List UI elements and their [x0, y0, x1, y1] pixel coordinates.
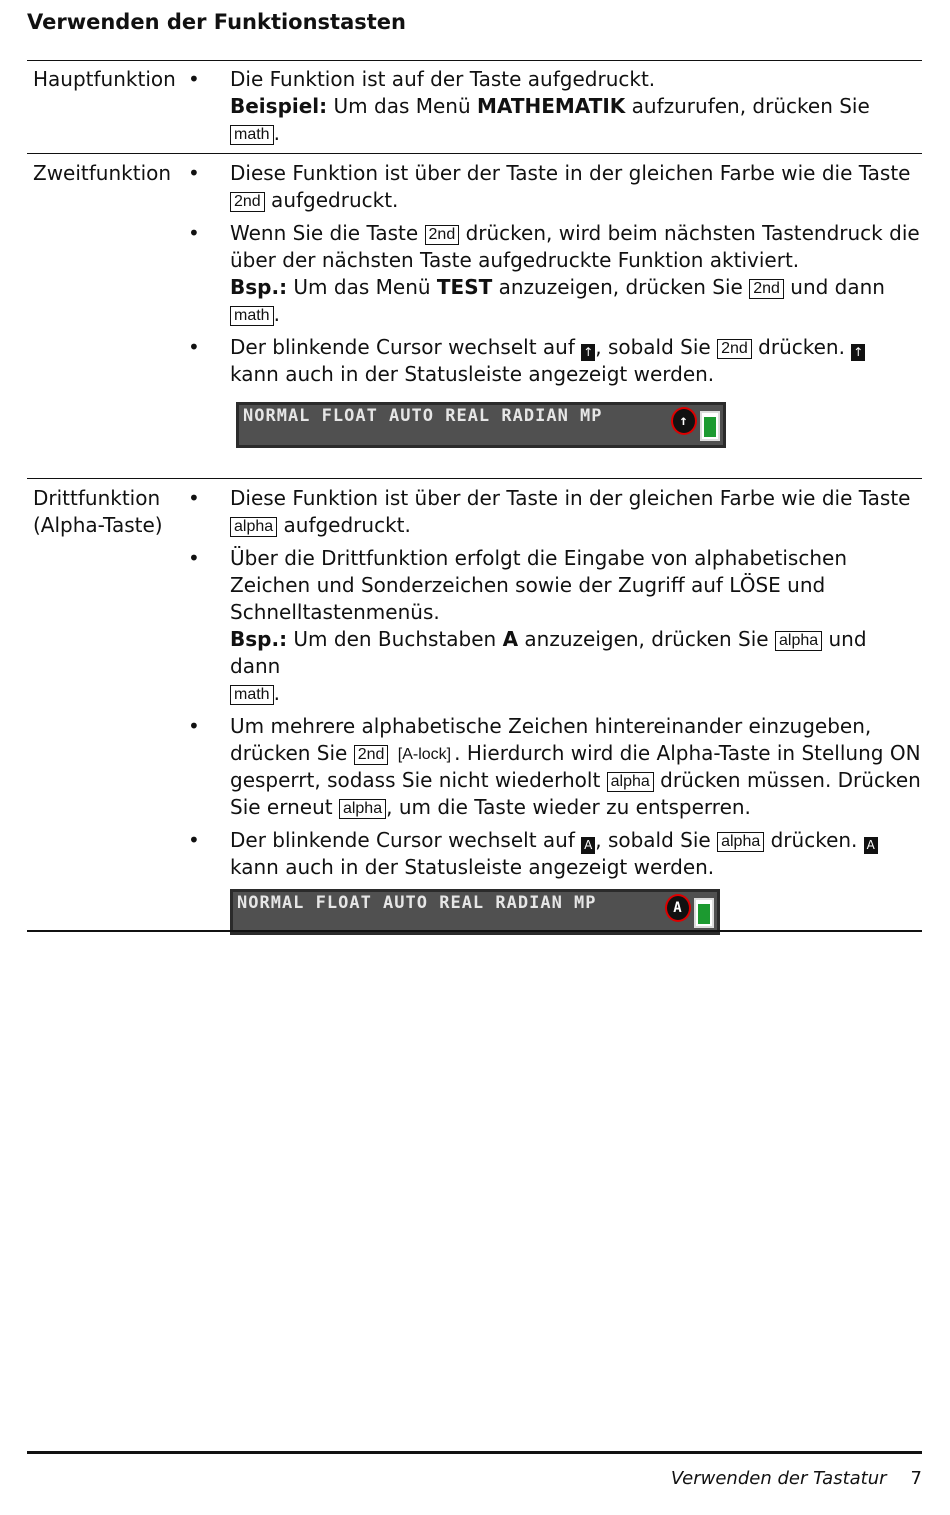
page-number: 7 — [910, 1468, 922, 1489]
battery-icon — [700, 411, 720, 441]
key-a-lock: [A-lock] — [397, 746, 452, 763]
item-text: aufzurufen, drücken Sie — [625, 94, 870, 118]
list-item — [188, 334, 923, 388]
key-alpha: alpha — [230, 517, 277, 537]
example-label: Beispiel: — [230, 94, 328, 118]
footer-section-title: Verwenden der Tastatur — [670, 1468, 887, 1489]
item-text: Diese Funktion ist über der Taste in der gleichen Farbe wie die Taste — [230, 161, 911, 185]
alpha-cursor-icon: A — [581, 837, 595, 854]
item-text: . Hierdurch wird die Alpha-Taste in Stellung ON gesperrt, sodass Sie nicht wiederholt — [230, 741, 921, 792]
bullet: • — [188, 714, 200, 738]
item-text: Die Funktion ist auf der Taste aufgedruckt. — [230, 67, 656, 91]
status-bar-2nd — [236, 402, 726, 448]
item-text: . — [273, 302, 280, 326]
list-item — [188, 827, 923, 881]
item-text: kann auch in der Statusleiste angezeigt werden. — [230, 362, 715, 386]
list-item — [188, 713, 923, 821]
item-text: . — [273, 681, 280, 705]
menu-name: MATHEMATIK — [477, 94, 626, 118]
key-2nd: 2nd — [749, 279, 784, 299]
key-alpha: alpha — [717, 832, 764, 852]
key-alpha: alpha — [775, 631, 822, 651]
item-text: Diese Funktion ist über der Taste in der gleichen Farbe wie die Taste — [230, 486, 911, 510]
row-divider — [27, 153, 922, 154]
item-text: drücken. — [764, 828, 864, 852]
key-2nd: 2nd — [425, 225, 460, 245]
row-divider — [27, 478, 922, 479]
menu-name: TEST — [436, 275, 493, 299]
status-bar-text: NORMAL FLOAT AUTO REAL RADIAN MP — [237, 893, 597, 913]
example-label: Bsp.: — [230, 275, 288, 299]
alpha-indicator-icon: A — [665, 894, 691, 922]
page-footer — [671, 1468, 922, 1489]
item-text: Der blinkende Cursor wechselt auf — [230, 828, 582, 852]
item-text: Der blinkende Cursor wechselt auf — [230, 335, 582, 359]
table-bottom-rule — [27, 930, 922, 932]
item-text: aufgedruckt. — [264, 188, 399, 212]
battery-icon — [694, 898, 714, 928]
bullet: • — [188, 335, 200, 359]
key-math: math — [230, 685, 274, 705]
alpha-cursor-icon: A — [864, 837, 878, 854]
item-text: anzuzeigen, drücken Sie — [492, 275, 750, 299]
key-2nd: 2nd — [354, 745, 389, 765]
key-2nd: 2nd — [230, 192, 265, 212]
status-bar-alpha — [230, 889, 720, 935]
list-item — [188, 160, 923, 214]
key-alpha: alpha — [607, 772, 654, 792]
item-text: Um mehrere alphabetische Zeichen hintereinander einzugeben, drücken Sie — [230, 714, 872, 765]
bullet: • — [188, 486, 200, 510]
bullet: • — [188, 828, 200, 852]
item-text: Um das Menü — [287, 275, 437, 299]
item-text: , sobald Sie — [595, 335, 718, 359]
row-label-main: Hauptfunktion — [33, 67, 176, 91]
item-text: kann auch in der Statusleiste angezeigt werden. — [230, 855, 715, 879]
second-cursor-icon: ↑ — [853, 345, 864, 359]
item-text: anzuzeigen, drücken Sie — [518, 627, 775, 651]
item-text: drücken, wird beim nächsten Tastendruck die über der nächsten Taste aufgedruckte Funktion aktiviert. — [230, 221, 920, 272]
list-item — [188, 220, 923, 328]
list-item — [188, 485, 923, 539]
table-top-rule — [27, 60, 922, 61]
item-text: Über die Drittfunktion erfolgt die Eingabe von alphabetischen Zeichen und Sonderzeichen sowie der Zugriff auf LÖSE und Schnelltastenmenüs. — [230, 546, 848, 624]
item-text: Um das Menü — [327, 94, 478, 118]
list-item — [188, 66, 923, 147]
second-indicator-icon: ↑ — [671, 407, 697, 435]
row-label-second: Zweitfunktion — [33, 161, 172, 185]
item-text: , um die Taste wieder zu entsperren. — [386, 795, 751, 819]
second-cursor-icon: ↑ — [583, 345, 594, 359]
example-label: Bsp.: — [230, 627, 288, 651]
key-2nd: 2nd — [717, 339, 752, 359]
item-text: aufgedruckt. — [277, 513, 411, 537]
bullet: • — [188, 161, 200, 185]
item-text: Um den Buchstaben — [287, 627, 503, 651]
key-math: math — [230, 125, 274, 145]
item-text: drücken. — [751, 335, 852, 359]
page-title: Verwenden der Funktionstasten — [27, 10, 406, 34]
item-text: und dann — [783, 275, 885, 299]
key-alpha: alpha — [339, 799, 386, 819]
item-text: drücken müssen. Drücken Sie erneut — [230, 768, 921, 819]
bullet: • — [188, 546, 200, 570]
key-math: math — [230, 306, 274, 326]
list-item — [188, 545, 923, 707]
footer-rule — [27, 1451, 922, 1454]
row-label-line: Drittfunktion — [33, 486, 161, 510]
bullet: • — [188, 221, 200, 245]
item-text: Wenn Sie die Taste — [230, 221, 425, 245]
row-label-third — [33, 485, 193, 539]
status-bar-text: NORMAL FLOAT AUTO REAL RADIAN MP — [243, 406, 603, 426]
item-text: und dann — [230, 627, 867, 678]
item-text: . — [273, 121, 280, 145]
item-text: , sobald Sie — [595, 828, 718, 852]
letter: A — [502, 627, 519, 651]
bullet: • — [188, 67, 200, 91]
row-label-line: (Alpha-Taste) — [33, 513, 163, 537]
